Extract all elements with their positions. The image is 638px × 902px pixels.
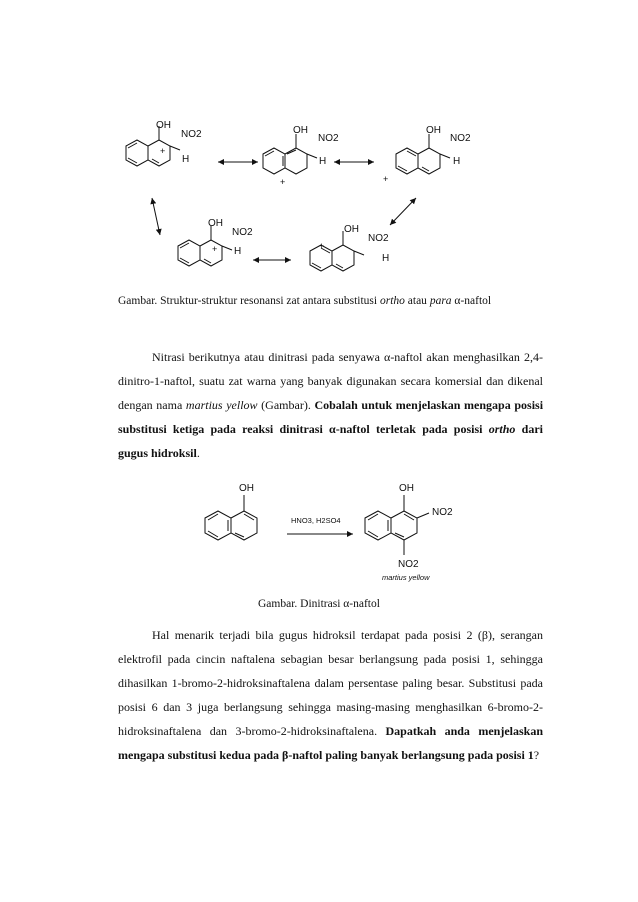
resonance-structure-2 — [263, 134, 317, 174]
martius-yellow-structure — [365, 495, 429, 555]
no2-label: NO2 — [232, 227, 253, 238]
no2-label: NO2 — [450, 133, 471, 144]
reactant-oh-label: OH — [239, 483, 254, 494]
alpha-naphthol-structure — [205, 495, 257, 540]
no2-label: NO2 — [368, 233, 389, 244]
oh-label: OH — [208, 218, 223, 229]
oh-label: OH — [344, 224, 359, 235]
resonance-structure-3 — [396, 134, 450, 174]
resonance-structure-4 — [178, 226, 232, 266]
reagent-label: HNO3, H2SO4 — [291, 516, 341, 525]
product-name-label: martius yellow — [382, 573, 430, 582]
plus-charge: + — [319, 241, 325, 251]
h-label: H — [453, 156, 461, 167]
oh-label: OH — [293, 125, 308, 136]
figure1-caption: Gambar. Struktur-struktur resonansi zat antara substitusi ortho atau para α-naftol — [118, 295, 492, 307]
h-label: H — [382, 253, 390, 264]
no2-label: NO2 — [318, 133, 339, 144]
oh-label: OH — [426, 125, 441, 136]
plus-charge: + — [383, 174, 389, 184]
paragraph-1: Nitrasi berikutnya atau dinitrasi pada senyawa α-naftol akan menghasilkan 2,4-dinitro-1-naftol, suatu zat warna yang banyak digunakan secara komersial dan dikenal dengan nama martius yellow (Gambar). Cobalah untuk menjelaskan mengapa posisi substitusi ketiga pada reaksi dinitrasi α-naftol terletak pada posisi ortho dari gugus hidroksil. — [118, 350, 544, 460]
figure2-caption: Gambar. Dinitrasi α-naftol — [258, 598, 380, 610]
product-no2-bottom-label: NO2 — [398, 559, 419, 570]
resonance-arrow — [152, 198, 160, 235]
h-label: H — [234, 246, 242, 257]
resonance-structure-5 — [310, 231, 364, 271]
no2-label: NO2 — [181, 129, 202, 140]
oh-label: OH — [156, 120, 171, 131]
h-label: H — [319, 156, 327, 167]
product-no2-top-label: NO2 — [432, 507, 453, 518]
resonance-structures-figure — [110, 110, 550, 280]
paragraph-2: Hal menarik terjadi bila gugus hidroksil terdapat pada posisi 2 (β), serangan elektrofil pada cincin naftalena sebagian besar berlangsung pada posisi 1, sehingga dihasilkan 1-bromo-2-hidroksinaftalena dalam persentase paling besar. Substitusi pada posisi 6 dan 3 juga berlangsung sehingga masing-masing menghasilkan 6-bromo-2-hidroksinaftalena dan 3-bromo-2-hidroksinaftalena. Dapatkah anda menjelaskan mengapa substitusi kedua pada β-naftol paling banyak berlangsung pada posisi 1? — [118, 628, 544, 762]
dinitration-scheme — [195, 478, 475, 588]
plus-charge: + — [160, 146, 166, 156]
resonance-structure-1 — [126, 126, 180, 166]
plus-charge: + — [280, 177, 286, 187]
product-oh-label: OH — [399, 483, 414, 494]
plus-charge: + — [212, 244, 218, 254]
resonance-arrow — [390, 198, 416, 225]
h-label: H — [182, 154, 190, 165]
